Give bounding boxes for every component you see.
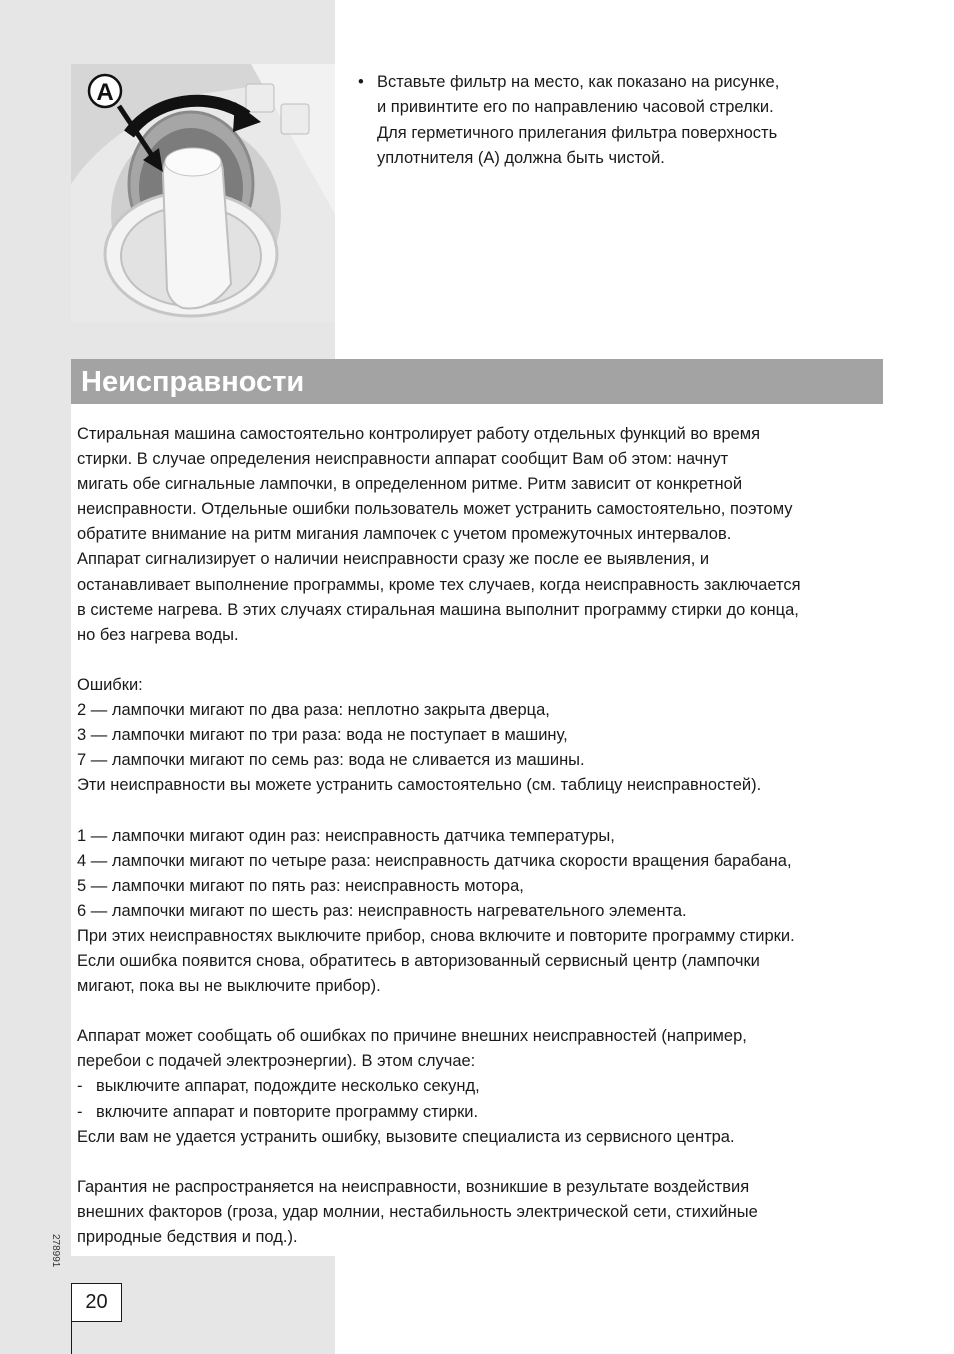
warranty-line: внешних факторов (гроза, удар молнии, нестабильность электрической сети, стихийные (77, 1202, 758, 1221)
intro-line: стирки. В случае определения неисправности аппарат сообщит Вам об этом: начнут (77, 450, 729, 469)
intro-line: мигать обе сигнальные лампочки, в определенном ритме. Ритм зависит от конкретной (77, 475, 743, 494)
instruction-line: Для герметичного прилегания фильтра поверхность (377, 123, 778, 142)
intro-line: обратите внимание на ритм мигания лампочек с учетом промежуточных интервалов. (77, 525, 732, 544)
external-note: Если вам не удается устранить ошибку, вызовите специалиста из сервисного центра. (77, 1127, 735, 1146)
warranty-line: Гарантия не распространяется на неисправности, возникшие в результате воздействия (77, 1177, 750, 1196)
instruction-line: уплотнителя (А) должна быть чистой. (377, 148, 665, 167)
service-note-line: При этих неисправностях выключите прибор, снова включите и повторите программу стирки. (77, 926, 795, 945)
section-title: Неисправности (81, 366, 305, 398)
warranty-line: природные бедствия и под.). (77, 1228, 298, 1246)
page-divider (71, 1320, 72, 1354)
errors-heading: Ошибки: (77, 675, 143, 694)
intro-line: Стиральная машина самостоятельно контролирует работу отдельных функций во время (77, 425, 761, 443)
filter-illustration (71, 64, 335, 322)
external-step-text: выключите аппарат, подождите несколько секунд, (96, 1077, 480, 1096)
intro-line: в системе нагрева. В этих случаях стиральная машина выполнит программу стирки до конца, (77, 600, 799, 619)
error-item: 2 — лампочки мигают по два раза: неплотно закрыта дверца, (77, 701, 550, 720)
seal-label: A (96, 79, 114, 106)
section-header (71, 359, 883, 404)
intro-line: Аппарат сигнализирует о наличии неисправности сразу же после ее выявления, и (77, 550, 710, 569)
filter-drawing (71, 64, 335, 322)
error-item: 7 — лампочки мигают по семь раз: вода не сливается из машины. (77, 751, 585, 770)
external-step (77, 1074, 887, 1099)
intro-line: останавливает выполнение программы, кроме тех случаев, когда неисправность заключается (77, 575, 801, 594)
external-step-text: включите аппарат и повторите программу стирки. (96, 1102, 479, 1121)
error-item: 4 — лампочки мигают по четыре раза: неисправность датчика скорости вращения барабана, (77, 851, 792, 870)
faults-body (77, 422, 887, 1250)
errors-note: Эти неисправности вы можете устранить самостоятельно (см. таблицу неисправностей). (77, 776, 762, 795)
document-code: 278991 (50, 1234, 61, 1268)
bullet-marker: • (358, 73, 364, 91)
service-note-line: Если ошибка появится снова, обратитесь в авторизованный сервисный центр (лампочки (77, 951, 760, 970)
intro-line: неисправности. Отдельные ошибки пользователь может устранить самостоятельно, поэтому (77, 500, 793, 519)
intro-line: но без нагрева воды. (77, 625, 239, 644)
instruction-line: Вставьте фильтр на место, как показано на рисунке, (377, 73, 780, 91)
external-intro-line: перебои с подачей электроэнергии). В этом случае: (77, 1052, 476, 1071)
external-step (77, 1100, 887, 1125)
error-item: 3 — лампочки мигают по три раза: вода не поступает в машину, (77, 726, 568, 745)
filter-instruction (358, 70, 878, 171)
error-item: 6 — лампочки мигают по шесть раз: неисправность нагревательного элемента. (77, 901, 687, 920)
service-note-line: мигают, пока вы не выключите прибор). (77, 977, 381, 996)
instruction-line: и привинтите его по направлению часовой стрелки. (377, 98, 774, 117)
dash-marker: - (77, 1077, 83, 1096)
error-item: 1 — лампочки мигают один раз: неисправность датчика температуры, (77, 826, 615, 845)
page-number: 20 (71, 1283, 122, 1322)
dash-marker: - (77, 1102, 83, 1121)
error-item: 5 — лампочки мигают по пять раз: неисправность мотора, (77, 876, 524, 895)
external-intro-line: Аппарат может сообщать об ошибках по причине внешних неисправностей (например, (77, 1027, 747, 1046)
